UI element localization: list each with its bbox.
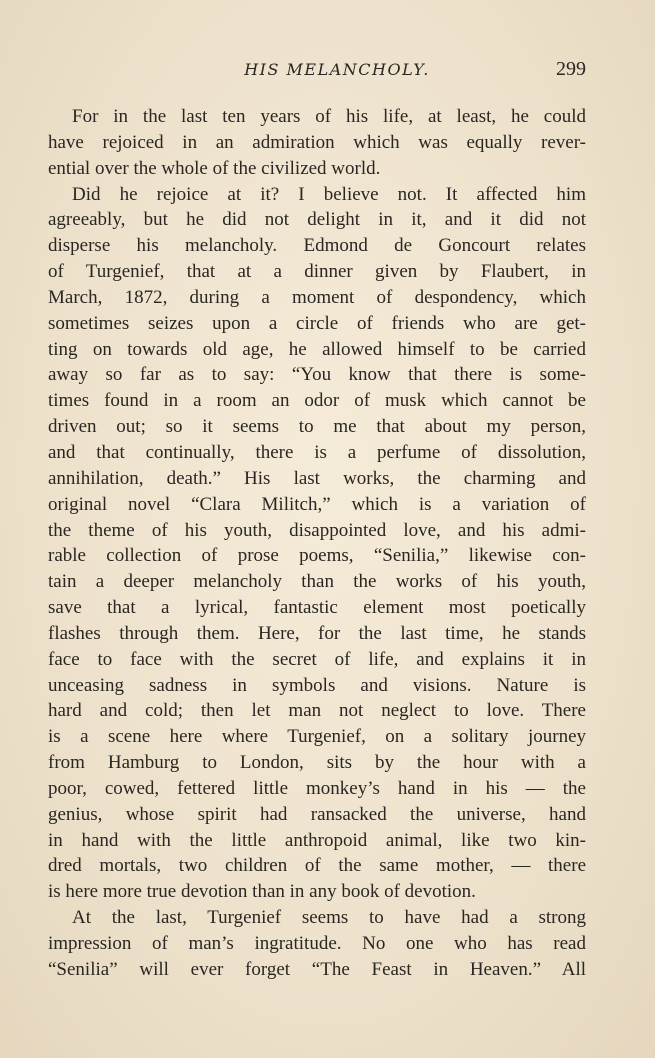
text-line: genius, whose spirit had ransacked the universe, hand xyxy=(48,803,586,825)
text-line: sometimes seizes upon a circle of friends who are get- xyxy=(48,312,586,334)
text-line: dred mortals, two children of the same mother, — there xyxy=(48,855,586,877)
body-text xyxy=(48,104,586,983)
text-line: face to face with the secret of life, and explains it in xyxy=(48,648,586,670)
text-line: and that continually, there is a perfume of dissolution, xyxy=(48,441,586,463)
text-line: tain a deeper melancholy than the works of his youth, xyxy=(48,571,586,593)
text-line: unceasing sadness in symbols and visions. Nature is xyxy=(48,674,586,696)
text-line: times found in a room an odor of musk which cannot be xyxy=(48,390,586,412)
text-line: disperse his melancholy. Edmond de Goncourt relates xyxy=(48,235,586,257)
text-line: At the last, Turgenief seems to have had a strong xyxy=(72,907,586,929)
text-line: ential over the whole of the civilized world. xyxy=(48,157,381,179)
text-line: from Hamburg to London, sits by the hour with a xyxy=(48,752,586,774)
page-number: 299 xyxy=(556,58,586,80)
running-head: HIS MELANCHOLY. xyxy=(244,60,430,79)
text-line: poor, cowed, fettered little monkey’s hand in his — the xyxy=(48,777,586,799)
text-line: original novel “Clara Militch,” which is a variation of xyxy=(48,493,586,515)
page-header xyxy=(48,58,586,82)
paragraph xyxy=(48,905,586,983)
text-line: agreeably, but he did not delight in it, and it did not xyxy=(48,209,586,231)
paragraph xyxy=(48,182,586,906)
text-line: For in the last ten years of his life, at least, he could xyxy=(72,106,586,127)
text-line: is here more true devotion than in any book of devotion. xyxy=(48,881,476,903)
text-line: ting on towards old age, he allowed himself to be carried xyxy=(48,338,586,360)
text-line: have rejoiced in an admiration which was equally rever- xyxy=(48,131,586,153)
text-line: “Senilia” will ever forget “The Feast in Heaven.” All xyxy=(48,958,586,980)
text-line: in hand with the little anthropoid animal, like two kin- xyxy=(48,829,586,851)
text-line: save that a lyrical, fantastic element most poetically xyxy=(48,597,586,619)
text-line: the theme of his youth, disappointed love, and his admi- xyxy=(48,519,586,541)
text-line: driven out; so it seems to me that about my person, xyxy=(48,416,586,438)
paragraph xyxy=(48,104,586,182)
text-line: March, 1872, during a moment of despondency, which xyxy=(48,286,586,308)
text-line: impression of man’s ingratitude. No one who has read xyxy=(48,933,586,954)
text-line: is a scene here where Turgenief, on a solitary journey xyxy=(48,726,586,748)
text-line: flashes through them. Here, for the last time, he stands xyxy=(48,622,586,644)
text-line: hard and cold; then let man not neglect to love. There xyxy=(48,700,586,722)
text-line: annihilation, death.” His last works, the charming and xyxy=(48,467,586,489)
text-line: Did he rejoice at it? I believe not. It affected him xyxy=(72,183,586,205)
text-line: rable collection of prose poems, “Senilia,” likewise con- xyxy=(48,545,586,567)
text-line: of Turgenief, that at a dinner given by Flaubert, in xyxy=(48,261,586,283)
text-line: away so far as to say: “You know that there is some- xyxy=(48,364,586,386)
